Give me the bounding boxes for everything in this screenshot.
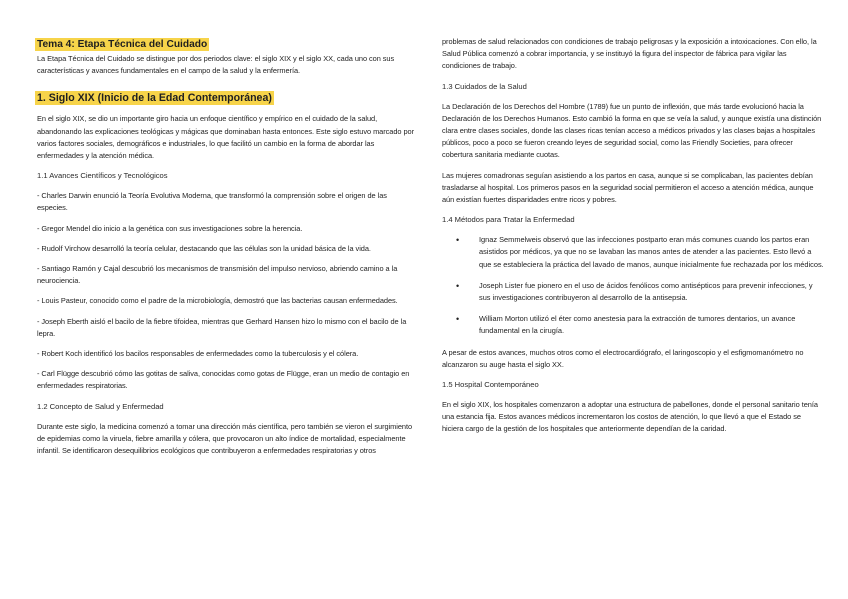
intro-paragraph: La Etapa Técnica del Cuidado se distingue por dos periodos clave: el siglo XIX y el siglo XX, cada uno con sus características y avances fundamentales en el campo de la salud y la enfermería. <box>37 54 395 76</box>
subsection-1-5-heading: 1.5 Hospital Contemporáneo <box>442 380 539 390</box>
subsection-1-2-continued: problemas de salud relacionados con condiciones de trabajo peligrosas y la exposición a intoxicaciones. Con ello, la Salud Pública comenzó a cobrar importancia, y se instituyó la figura del inspector de fábrica para vigilar las condiciones de trabajo. <box>442 37 817 71</box>
bullet-icon: • <box>456 235 460 246</box>
subsection-1-2-text: Durante este siglo, la medicina comenzó a tomar una dirección más científica, pero también se vieron el surgimiento de epidemias como la viruela, fiebre amarilla y cólera, que provocaron un alto índice de mortalidad, especialmente infantil. Se identificaron desequilibrios ecológicos que contribuyeron a enfermedades respiratorias y otros <box>37 421 413 456</box>
subsection-1-3-paragraph-2: Las mujeres comadronas seguían asistiendo a los partos en casa, aunque si se complicaban, las pacientes debían trasladarse al hospital. Los primeros pasos en la seguridad social permitieron el acceso a atención médica, aunque aún existían fuertes disparidades entre ricos y pobres. <box>442 170 814 205</box>
subsection-1-1-heading: 1.1 Avances Científicos y Tecnológicos <box>37 171 168 181</box>
bullet-icon: • <box>456 280 460 291</box>
list-item <box>442 313 824 337</box>
subsection-1-4-note: A pesar de estos avances, muchos otros como el electrocardiógrafo, el laringoscopio y el esfigmomanómetro no alcanzaron su auge hasta el siglo XX. <box>442 347 804 369</box>
methods-list <box>442 234 824 337</box>
section-1-heading: 1. Siglo XIX (Inicio de la Edad Contemporánea) <box>37 92 272 105</box>
list-item <box>442 234 824 271</box>
subsection-1-5-text: En el siglo XIX, los hospitales comenzaron a adoptar una estructura de pabellones, donde el personal sanitario tenía una estancia fija. Estos avances médicos incrementaron los costos de atención, lo que llevó a que el Estado se hiciera cargo de la gestión de los hospitales que anteriormente dependían de la caridad. <box>442 400 818 434</box>
advance-item: - Robert Koch identificó los bacilos responsables de enfermedades como la tuberculosis y el cólera. <box>37 349 359 359</box>
method-text: William Morton utilizó el éter como anestesia para la extracción de tumores dentarios, un avance fundamental en la cirugía. <box>479 314 796 336</box>
method-text: Joseph Lister fue pionero en el uso de ácidos fenólicos como antisépticos para prevenir infecciones, y sus investigaciones contribuyeron al desarrollo de la antisepsia. <box>479 280 813 303</box>
advance-item: - Carl Flügge descubrió cómo las gotitas de saliva, conocidas como gotas de Flügge, eran un medio de contagio en enfermedades respiratorias. <box>37 369 410 391</box>
advance-item: - Rudolf Virchow desarrolló la teoría celular, destacando que las células son la unidad básica de la vida. <box>37 243 371 253</box>
advance-item: - Louis Pasteur, conocido como el padre de la microbiología, demostró que las bacterias causan enfermedades. <box>37 296 398 306</box>
subsection-1-2-heading: 1.2 Concepto de Salud y Enfermedad <box>37 401 164 411</box>
method-text: Ignaz Semmelweis observó que las infecciones postparto eran más comunes cuando los partos eran asistidos por médicos, ya que no se lavaban las manos antes de atender a las pacientes. Esto llevó a que se estableciera la práctica del lavado de manos, aunque inicialmente fue rechazada por los médicos. <box>479 235 824 269</box>
subsection-1-3-paragraph-1: La Declaración de los Derechos del Hombre (1789) fue un punto de inflexión, que más tarde evolucionó hacia la Declaración de los Derechos Humanos. Esto cambió la forma en que se veía la salud, y aunque existía una distinción clara entre clases sociales, donde las clases ricas tenían acceso a médicos privados y las clases bajas a hospitales públicos, poco a poco se fueron creando leyes de seguridad social, como las Friendly Societies, para ofrecer cobertura sanitaria mediante cuotas. <box>442 101 822 160</box>
advance-item: - Gregor Mendel dio inicio a la genética con sus investigaciones sobre la herencia. <box>37 223 303 233</box>
bullet-icon: • <box>456 314 460 325</box>
advance-item: - Santiago Ramón y Cajal descubrió los mecanismos de transmisión del impulso nervioso, abriendo camino a la neurociencia. <box>37 264 398 286</box>
section-1-intro: En el siglo XIX, se dio un importante giro hacia un enfoque científico y empírico en el cuidado de la salud, abandonando las explicaciones teológicas y mágicas que dominaban hasta entonces. Este siglo estuvo marcado por varios factores sociales, demográficos e industriales, lo que facilitó un cambio en la forma de abordar las enfermedades y la atención médica. <box>37 114 415 161</box>
advance-item: - Charles Darwin enunció la Teoría Evolutiva Moderna, que transformó la comprensión sobre el origen de las especies. <box>37 191 387 213</box>
page-title: Tema 4: Etapa Técnica del Cuidado <box>37 39 208 50</box>
advance-item: - Joseph Eberth aisló el bacilo de la fiebre tifoidea, mientras que Gerhard Hansen hizo lo mismo con el bacilo de la lepra. <box>37 316 407 338</box>
list-item <box>442 280 824 304</box>
subsection-1-3-heading: 1.3 Cuidados de la Salud <box>442 81 527 91</box>
left-column <box>37 34 415 465</box>
subsection-1-4-heading: 1.4 Métodos para Tratar la Enfermedad <box>442 215 575 225</box>
right-column <box>442 36 824 444</box>
